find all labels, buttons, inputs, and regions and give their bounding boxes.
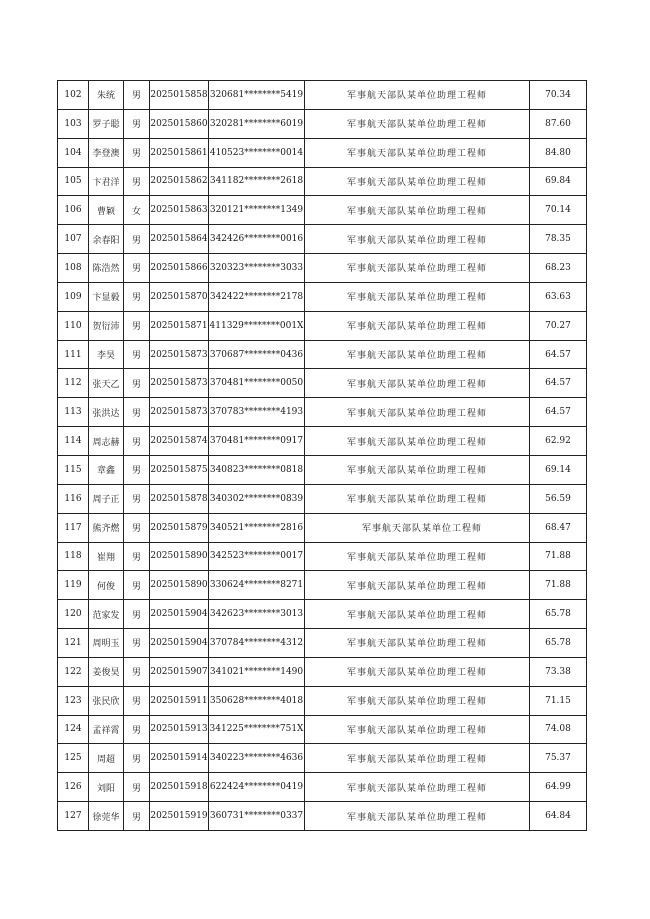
exam-number-cell: 2025015858	[150, 81, 209, 110]
id-number-cell: 342422********2178	[209, 282, 305, 311]
score-cell: 56.59	[530, 484, 587, 513]
row-number-cell: 127	[58, 802, 89, 831]
gender-cell: 男	[124, 542, 150, 571]
gender-cell: 男	[124, 484, 150, 513]
id-number-cell: 330624********8271	[209, 571, 305, 600]
id-number-cell: 370481********0917	[209, 427, 305, 456]
gender-cell: 男	[124, 254, 150, 283]
table-row	[58, 311, 587, 340]
gender-cell: 男	[124, 571, 150, 600]
score-cell: 65.78	[530, 600, 587, 629]
position-cell: 军事航天部队某单位助理工程师	[305, 744, 530, 773]
id-number-cell: 370784********4312	[209, 629, 305, 658]
id-number-cell: 320681********5419	[209, 81, 305, 110]
id-number-cell: 342426********0016	[209, 225, 305, 254]
row-number-cell: 112	[58, 369, 89, 398]
score-cell: 63.63	[530, 282, 587, 311]
score-cell: 75.37	[530, 744, 587, 773]
name-cell: 张民欣	[89, 686, 124, 715]
row-number-cell: 113	[58, 398, 89, 427]
row-number-cell: 104	[58, 138, 89, 167]
row-number-cell: 118	[58, 542, 89, 571]
position-cell: 军事航天部队某单位助理工程师	[305, 81, 530, 110]
gender-cell: 男	[124, 398, 150, 427]
position-cell: 军事航天部队某单位助理工程师	[305, 427, 530, 456]
score-cell: 84.80	[530, 138, 587, 167]
row-number-cell: 120	[58, 600, 89, 629]
score-cell: 87.60	[530, 109, 587, 138]
name-cell: 范家发	[89, 600, 124, 629]
name-cell: 周志赫	[89, 427, 124, 456]
row-number-cell: 119	[58, 571, 89, 600]
score-cell: 70.34	[530, 81, 587, 110]
row-number-cell: 105	[58, 167, 89, 196]
name-cell: 何俊	[89, 571, 124, 600]
id-number-cell: 622424********0419	[209, 773, 305, 802]
id-number-cell: 341021********1490	[209, 657, 305, 686]
table-row	[58, 600, 587, 629]
score-cell: 64.57	[530, 340, 587, 369]
score-cell: 71.88	[530, 542, 587, 571]
exam-number-cell: 2025015904	[150, 629, 209, 658]
score-cell: 71.88	[530, 571, 587, 600]
name-cell: 李登澳	[89, 138, 124, 167]
exam-number-cell: 2025015860	[150, 109, 209, 138]
exam-number-cell: 2025015914	[150, 744, 209, 773]
name-cell: 李昊	[89, 340, 124, 369]
exam-number-cell: 2025015870	[150, 282, 209, 311]
score-cell: 70.14	[530, 196, 587, 225]
name-cell: 徐莞华	[89, 802, 124, 831]
row-number-cell: 123	[58, 686, 89, 715]
position-cell: 军事航天部队某单位助理工程师	[305, 455, 530, 484]
name-cell: 余春阳	[89, 225, 124, 254]
row-number-cell: 110	[58, 311, 89, 340]
id-number-cell: 411329********001X	[209, 311, 305, 340]
id-number-cell: 320281********6019	[209, 109, 305, 138]
position-cell: 军事航天部队某单位助理工程师	[305, 802, 530, 831]
score-cell: 69.14	[530, 455, 587, 484]
row-number-cell: 102	[58, 81, 89, 110]
gender-cell: 男	[124, 600, 150, 629]
exam-number-cell: 2025015861	[150, 138, 209, 167]
gender-cell: 男	[124, 802, 150, 831]
score-cell: 65.78	[530, 629, 587, 658]
name-cell: 张洪达	[89, 398, 124, 427]
name-cell: 卞显毅	[89, 282, 124, 311]
exam-number-cell: 2025015862	[150, 167, 209, 196]
exam-number-cell: 2025015873	[150, 340, 209, 369]
gender-cell: 男	[124, 81, 150, 110]
gender-cell: 男	[124, 773, 150, 802]
table-row	[58, 802, 587, 831]
position-cell: 军事航天部队某单位助理工程师	[305, 773, 530, 802]
exam-number-cell: 2025015907	[150, 657, 209, 686]
position-cell: 军事航天部队某单位助理工程师	[305, 542, 530, 571]
name-cell: 熊齐燃	[89, 513, 124, 542]
position-cell: 军事航天部队某单位助理工程师	[305, 629, 530, 658]
gender-cell: 男	[124, 427, 150, 456]
table-row	[58, 773, 587, 802]
position-cell: 军事航天部队某单位助理工程师	[305, 311, 530, 340]
name-cell: 周明玉	[89, 629, 124, 658]
candidate-table	[57, 80, 587, 831]
id-number-cell: 370687********0436	[209, 340, 305, 369]
gender-cell: 男	[124, 225, 150, 254]
position-cell: 军事航天部队某单位助理工程师	[305, 138, 530, 167]
exam-number-cell: 2025015918	[150, 773, 209, 802]
table-row	[58, 686, 587, 715]
table-row	[58, 657, 587, 686]
name-cell: 陈浩然	[89, 254, 124, 283]
id-number-cell: 340521********2816	[209, 513, 305, 542]
name-cell: 姜俊昊	[89, 657, 124, 686]
exam-number-cell: 2025015871	[150, 311, 209, 340]
id-number-cell: 320323********3033	[209, 254, 305, 283]
position-cell: 军事航天部队某单位助理工程师	[305, 225, 530, 254]
exam-number-cell: 2025015874	[150, 427, 209, 456]
id-number-cell: 341182********2618	[209, 167, 305, 196]
table-row	[58, 484, 587, 513]
position-cell: 军事航天部队某单位助理工程师	[305, 600, 530, 629]
gender-cell: 男	[124, 282, 150, 311]
gender-cell: 女	[124, 196, 150, 225]
table-row	[58, 225, 587, 254]
name-cell: 张天乙	[89, 369, 124, 398]
exam-number-cell: 2025015873	[150, 369, 209, 398]
position-cell: 军事航天部队某单位助理工程师	[305, 254, 530, 283]
exam-number-cell: 2025015866	[150, 254, 209, 283]
score-cell: 73.38	[530, 657, 587, 686]
table-row	[58, 81, 587, 110]
gender-cell: 男	[124, 109, 150, 138]
id-number-cell: 410523********0014	[209, 138, 305, 167]
row-number-cell: 126	[58, 773, 89, 802]
score-cell: 68.47	[530, 513, 587, 542]
gender-cell: 男	[124, 167, 150, 196]
gender-cell: 男	[124, 369, 150, 398]
name-cell: 崔翔	[89, 542, 124, 571]
exam-number-cell: 2025015879	[150, 513, 209, 542]
score-cell: 62.92	[530, 427, 587, 456]
exam-number-cell: 2025015904	[150, 600, 209, 629]
position-cell: 军事航天部队某单位助理工程师	[305, 109, 530, 138]
id-number-cell: 340302********0839	[209, 484, 305, 513]
gender-cell: 男	[124, 629, 150, 658]
table-row	[58, 196, 587, 225]
row-number-cell: 114	[58, 427, 89, 456]
score-cell: 64.99	[530, 773, 587, 802]
id-number-cell: 320121********1349	[209, 196, 305, 225]
id-number-cell: 342623********3013	[209, 600, 305, 629]
id-number-cell: 360731********0337	[209, 802, 305, 831]
table-row	[58, 571, 587, 600]
score-cell: 71.15	[530, 686, 587, 715]
position-cell: 军事航天部队某单位助理工程师	[305, 686, 530, 715]
table-row	[58, 369, 587, 398]
id-number-cell: 342523********0017	[209, 542, 305, 571]
exam-number-cell: 2025015878	[150, 484, 209, 513]
name-cell: 曹颖	[89, 196, 124, 225]
row-number-cell: 103	[58, 109, 89, 138]
position-cell: 军事航天部队某单位工程师	[305, 513, 530, 542]
score-cell: 64.57	[530, 369, 587, 398]
row-number-cell: 122	[58, 657, 89, 686]
name-cell: 周子正	[89, 484, 124, 513]
id-number-cell: 340823********0818	[209, 455, 305, 484]
score-cell: 78.35	[530, 225, 587, 254]
gender-cell: 男	[124, 311, 150, 340]
name-cell: 朱统	[89, 81, 124, 110]
row-number-cell: 115	[58, 455, 89, 484]
position-cell: 军事航天部队某单位助理工程师	[305, 484, 530, 513]
score-cell: 64.57	[530, 398, 587, 427]
exam-number-cell: 2025015863	[150, 196, 209, 225]
gender-cell: 男	[124, 715, 150, 744]
name-cell: 卞君洋	[89, 167, 124, 196]
exam-number-cell: 2025015919	[150, 802, 209, 831]
name-cell: 章鑫	[89, 455, 124, 484]
table-row	[58, 513, 587, 542]
gender-cell: 男	[124, 686, 150, 715]
table-row	[58, 427, 587, 456]
row-number-cell: 109	[58, 282, 89, 311]
score-cell: 74.08	[530, 715, 587, 744]
exam-number-cell: 2025015890	[150, 571, 209, 600]
name-cell: 罗子聪	[89, 109, 124, 138]
position-cell: 军事航天部队某单位助理工程师	[305, 167, 530, 196]
name-cell: 刘阳	[89, 773, 124, 802]
id-number-cell: 350628********4018	[209, 686, 305, 715]
table-row	[58, 340, 587, 369]
id-number-cell: 340223********4636	[209, 744, 305, 773]
row-number-cell: 106	[58, 196, 89, 225]
table-row	[58, 398, 587, 427]
position-cell: 军事航天部队某单位助理工程师	[305, 196, 530, 225]
position-cell: 军事航天部队某单位助理工程师	[305, 282, 530, 311]
row-number-cell: 116	[58, 484, 89, 513]
table-row	[58, 629, 587, 658]
row-number-cell: 111	[58, 340, 89, 369]
gender-cell: 男	[124, 340, 150, 369]
table-row	[58, 138, 587, 167]
table-row	[58, 282, 587, 311]
exam-number-cell: 2025015913	[150, 715, 209, 744]
candidate-table-body	[58, 81, 587, 831]
exam-number-cell: 2025015875	[150, 455, 209, 484]
table-row	[58, 542, 587, 571]
table-row	[58, 715, 587, 744]
row-number-cell: 107	[58, 225, 89, 254]
name-cell: 周超	[89, 744, 124, 773]
table-row	[58, 109, 587, 138]
name-cell: 孟祥霄	[89, 715, 124, 744]
table-row	[58, 455, 587, 484]
position-cell: 军事航天部队某单位助理工程师	[305, 571, 530, 600]
id-number-cell: 341225********751X	[209, 715, 305, 744]
row-number-cell: 124	[58, 715, 89, 744]
id-number-cell: 370481********0050	[209, 369, 305, 398]
gender-cell: 男	[124, 657, 150, 686]
position-cell: 军事航天部队某单位助理工程师	[305, 369, 530, 398]
exam-number-cell: 2025015890	[150, 542, 209, 571]
score-cell: 64.84	[530, 802, 587, 831]
score-cell: 68.23	[530, 254, 587, 283]
id-number-cell: 370783********4193	[209, 398, 305, 427]
row-number-cell: 121	[58, 629, 89, 658]
row-number-cell: 108	[58, 254, 89, 283]
row-number-cell: 117	[58, 513, 89, 542]
name-cell: 贺衍沛	[89, 311, 124, 340]
score-cell: 69.84	[530, 167, 587, 196]
row-number-cell: 125	[58, 744, 89, 773]
position-cell: 军事航天部队某单位助理工程师	[305, 657, 530, 686]
gender-cell: 男	[124, 513, 150, 542]
score-cell: 70.27	[530, 311, 587, 340]
gender-cell: 男	[124, 138, 150, 167]
exam-number-cell: 2025015864	[150, 225, 209, 254]
exam-number-cell: 2025015911	[150, 686, 209, 715]
position-cell: 军事航天部队某单位助理工程师	[305, 398, 530, 427]
table-row	[58, 167, 587, 196]
gender-cell: 男	[124, 455, 150, 484]
position-cell: 军事航天部队某单位助理工程师	[305, 340, 530, 369]
gender-cell: 男	[124, 744, 150, 773]
table-row	[58, 254, 587, 283]
exam-number-cell: 2025015873	[150, 398, 209, 427]
table-row	[58, 744, 587, 773]
position-cell: 军事航天部队某单位助理工程师	[305, 715, 530, 744]
